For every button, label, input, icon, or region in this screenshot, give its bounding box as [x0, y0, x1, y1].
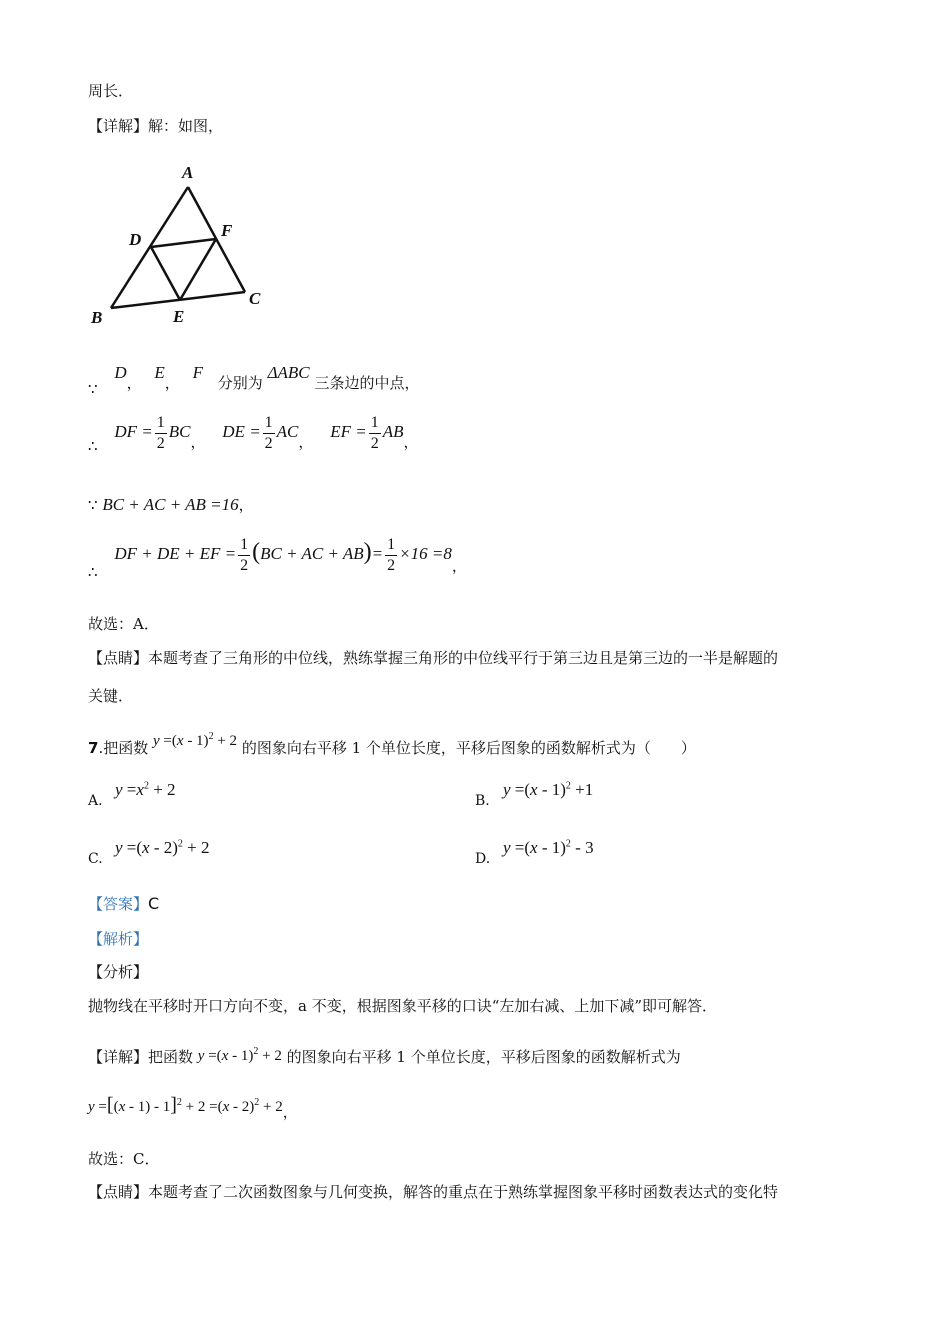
option-a-expr[interactable]: $y =x^2 + 2$ — [115, 780, 176, 799]
label-a: A — [182, 163, 194, 182]
label-d: D — [129, 230, 142, 249]
answer-line: 【答案】C — [88, 894, 160, 913]
label-e: E — [173, 307, 185, 326]
analysis-tag: 【解析】 — [88, 930, 149, 948]
dianjing-line-1: 【点睛】本题考查了三角形的中位线，熟练掌握三角形的中位线平行于第三边且是第三边的一半是解题的 — [88, 649, 779, 667]
shifted-expression: y =[(x - 1) - 1]$^2$ + 2 =(x - 2)$^2$ + 2， — [88, 1094, 298, 1121]
option-d-expr[interactable]: y =(x - 1)$^2$ - 3 — [503, 838, 594, 857]
option-c-label[interactable]: C. — [88, 851, 103, 867]
fenxi-text: 抛物线在平移时开口方向不变，a 不变，根据图象平移的口诀“左加右减、上加下减”即可解答． — [88, 997, 718, 1015]
xiangjie-line: 【详解】把函数 y =(x - 1)$^2$ + 2 的图象向右平移 1 个单位长度，平移后图象的函数解析式为 — [88, 1046, 681, 1066]
triangle-figure — [85, 160, 275, 330]
dianjing-line-1b: 关键． — [88, 687, 134, 705]
choice-a-line: 故选：A． — [88, 615, 159, 633]
option-c-expr[interactable]: y =(x - 2)$^2$ + 2 — [115, 838, 210, 857]
label-f: F — [221, 221, 233, 240]
question-7: 7.把函数 y =(x - 1)$^2$ + 2 的图象向右平移 1 个单位长度，平移后图象的函数解析式为（ ） — [88, 731, 696, 757]
fenxi-tag: 【分析】 — [88, 963, 149, 981]
choice-c-line: 故选：C． — [88, 1150, 160, 1168]
option-b-expr[interactable]: y =(x - 1)$^2$ +1 — [503, 780, 594, 799]
edge-ab — [111, 187, 188, 308]
edge-ef — [180, 239, 216, 300]
text-line-perimeter: 周长． — [88, 82, 134, 100]
label-c: C — [249, 289, 261, 308]
statement-result: ∴ DF + DE + EF = $\frac{1}{2}$ (BC + AC + AB)= $\frac{1}{2}$ ×16 =8， — [88, 535, 467, 581]
option-d-label[interactable]: D. — [475, 851, 491, 867]
edge-df — [151, 239, 216, 247]
option-a-label[interactable]: A. — [88, 793, 103, 809]
dianjing-line-2: 【点睛】本题考查了二次函数图象与几何变换，解答的重点在于熟练掌握图象平移时函数表达式的变化特 — [88, 1183, 779, 1201]
text-line-detail-intro: 【详解】解：如图， — [88, 117, 224, 135]
edge-de — [151, 247, 180, 300]
option-b-label[interactable]: B. — [475, 793, 490, 809]
statement-perimeter-sum: ∵ BC + AC + AB =16， — [88, 495, 254, 514]
statement-half-sides: ∴ DF = $\frac{1}{2}$ BC， DE = $\frac{1}{2}$ AC， EF = $\frac{1}{2}$ AB， — [88, 413, 419, 455]
statement-midpoints: ∵ D， E， F 分别为 ΔABC 三条边的中点， — [88, 363, 420, 398]
label-b: B — [91, 308, 103, 327]
